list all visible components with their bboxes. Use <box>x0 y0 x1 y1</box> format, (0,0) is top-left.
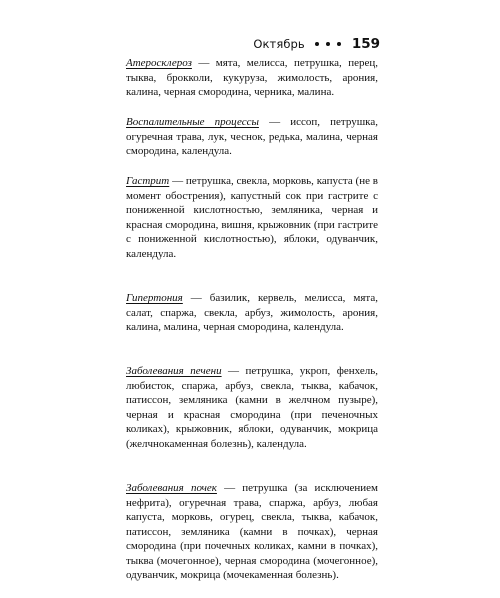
entry-liver-diseases <box>126 364 378 466</box>
page-number: 159 <box>351 36 380 52</box>
entry-text: — мята, мелисса, петрушка, перец, тыква, брокколи, кукуруза, жимолость, арония, калина, черная смородина, черника, малина. <box>126 57 378 98</box>
entry-term: Заболевания почек <box>126 482 217 494</box>
entry-text: — базилик, кервель, мелисса, мята, салат, спаржа, свекла, арбуз, жимолость, арония, калина, малина, черная смородина, календула. <box>126 292 378 333</box>
entry-text: — петрушка, укроп, фенхель, любисток, спаржа, арбуз, свекла, тыква, кабачок, патиссон, земляника (камни в желчном пузыре), черная и красная смородина (при печеночных коликах), крыжовник, яблоки, одуванчик, мокрица (желчнокаменная болезнь), календула. <box>126 365 379 450</box>
entry-hypertension <box>126 291 378 349</box>
entry-text: — петрушка (за исключением нефрита), огуречная трава, спаржа, арбуз, любая капуста, морковь, огурец, свекла, тыква, кабачок, патиссон, земляника (камни в почках), черная смородина (при почечных коликах, камни в почках), тыква (мочегонное), черная смородина (мочегонное), одуванчик, мокрица (мочекаменная болезнь). <box>126 482 378 581</box>
page-body <box>126 56 378 598</box>
entry-term: Атеросклероз <box>126 57 192 69</box>
bullet-dot-icon <box>326 42 330 46</box>
entry-term: Воспалительные процессы <box>126 116 259 128</box>
bullet-dot-icon <box>337 42 341 46</box>
entry-inflammation <box>126 115 378 159</box>
running-header-month: Октябрь <box>253 37 305 51</box>
entry-text: — иссоп, петрушка, огуречная трава, лук, чеснок, редька, малина, черная смородина, календула. <box>126 116 378 157</box>
entry-text: — петрушка, свекла, морковь, капуста (не в момент обострения), капустный сок при гастрите с пониженной кислотностью, земляника, черная и красная смородина, вишня, крыжовник (при гастрите с пониженной кислотностью), яблоки, одуванчик, календула. <box>126 175 378 260</box>
running-header <box>250 34 380 54</box>
entry-term: Заболевания печени <box>126 365 222 377</box>
entry-gastritis <box>126 174 378 276</box>
entry-term: Гипертония <box>126 292 183 304</box>
bullet-dot-icon <box>315 42 319 46</box>
entry-kidney-diseases <box>126 481 378 583</box>
entry-term: Гастрит <box>126 175 170 187</box>
entry-atherosclerosis <box>126 56 378 100</box>
running-header-dots <box>312 42 345 46</box>
